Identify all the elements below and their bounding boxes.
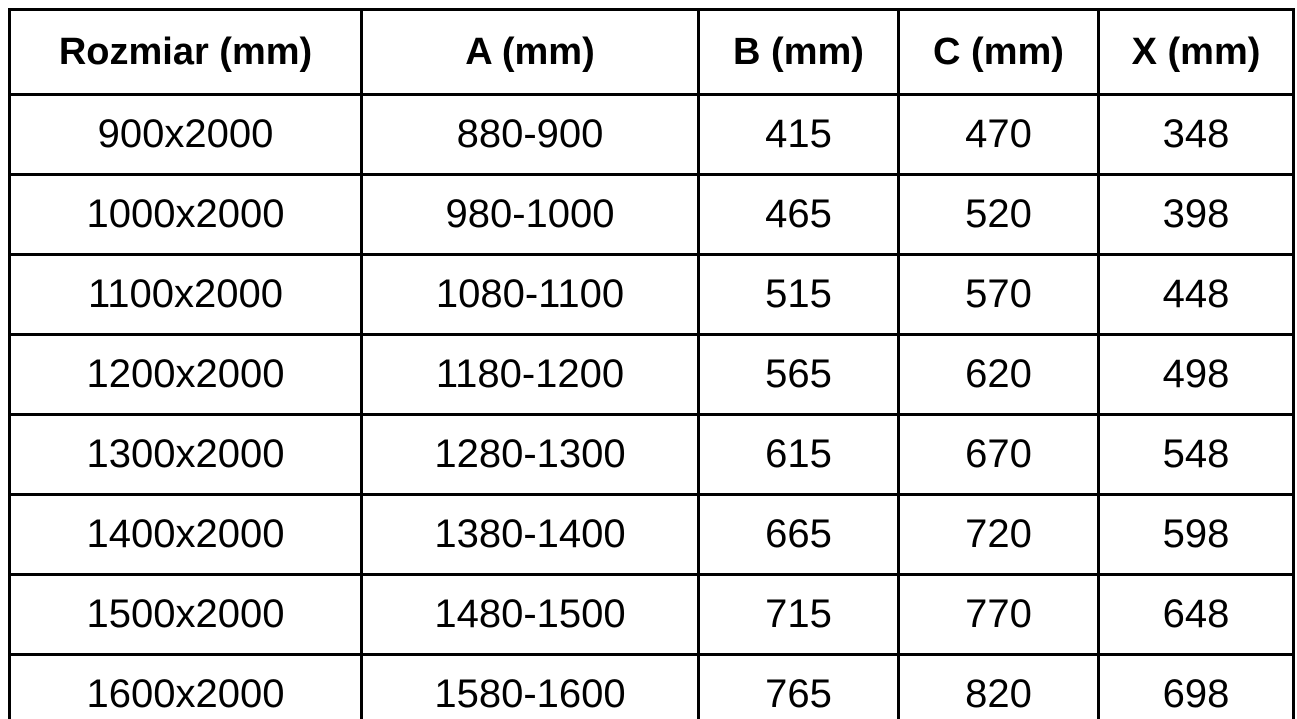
column-header-rozmiar: Rozmiar (mm) bbox=[10, 10, 362, 95]
table-cell: 770 bbox=[899, 575, 1099, 655]
table-cell: 1100x2000 bbox=[10, 255, 362, 335]
table-cell: 715 bbox=[699, 575, 899, 655]
column-header-x: X (mm) bbox=[1099, 10, 1294, 95]
table-cell: 1580-1600 bbox=[362, 655, 699, 719]
table-cell: 1600x2000 bbox=[10, 655, 362, 719]
table-cell: 348 bbox=[1099, 95, 1294, 175]
table-cell: 515 bbox=[699, 255, 899, 335]
table-cell: 548 bbox=[1099, 415, 1294, 495]
header-row bbox=[10, 10, 1294, 95]
table-cell: 980-1000 bbox=[362, 175, 699, 255]
table-cell: 615 bbox=[699, 415, 899, 495]
table-cell: 1200x2000 bbox=[10, 335, 362, 415]
table-cell: 880-900 bbox=[362, 95, 699, 175]
table-cell: 415 bbox=[699, 95, 899, 175]
table-cell: 720 bbox=[899, 495, 1099, 575]
table-cell: 1380-1400 bbox=[362, 495, 699, 575]
table-cell: 565 bbox=[699, 335, 899, 415]
table-cell: 1180-1200 bbox=[362, 335, 699, 415]
table-row bbox=[10, 415, 1294, 495]
table-cell: 448 bbox=[1099, 255, 1294, 335]
table-cell: 900x2000 bbox=[10, 95, 362, 175]
table-cell: 1300x2000 bbox=[10, 415, 362, 495]
table-cell: 570 bbox=[899, 255, 1099, 335]
column-header-c: C (mm) bbox=[899, 10, 1099, 95]
table-row bbox=[10, 95, 1294, 175]
table-row bbox=[10, 575, 1294, 655]
column-header-b: B (mm) bbox=[699, 10, 899, 95]
table-cell: 670 bbox=[899, 415, 1099, 495]
table-cell: 465 bbox=[699, 175, 899, 255]
table-cell: 698 bbox=[1099, 655, 1294, 719]
table-cell: 498 bbox=[1099, 335, 1294, 415]
table-row bbox=[10, 335, 1294, 415]
table-cell: 1480-1500 bbox=[362, 575, 699, 655]
table-cell: 520 bbox=[899, 175, 1099, 255]
table-cell: 598 bbox=[1099, 495, 1294, 575]
table-cell: 765 bbox=[699, 655, 899, 719]
table-cell: 620 bbox=[899, 335, 1099, 415]
table-row bbox=[10, 495, 1294, 575]
table-cell: 470 bbox=[899, 95, 1099, 175]
table-row bbox=[10, 175, 1294, 255]
table-cell: 665 bbox=[699, 495, 899, 575]
table-cell: 820 bbox=[899, 655, 1099, 719]
table-cell: 1000x2000 bbox=[10, 175, 362, 255]
dimensions-table bbox=[8, 8, 1295, 719]
table-row bbox=[10, 255, 1294, 335]
column-header-a: A (mm) bbox=[362, 10, 699, 95]
table-cell: 1280-1300 bbox=[362, 415, 699, 495]
table-cell: 648 bbox=[1099, 575, 1294, 655]
table-cell: 398 bbox=[1099, 175, 1294, 255]
table-cell: 1500x2000 bbox=[10, 575, 362, 655]
table-cell: 1080-1100 bbox=[362, 255, 699, 335]
table-cell: 1400x2000 bbox=[10, 495, 362, 575]
table-row bbox=[10, 655, 1294, 719]
